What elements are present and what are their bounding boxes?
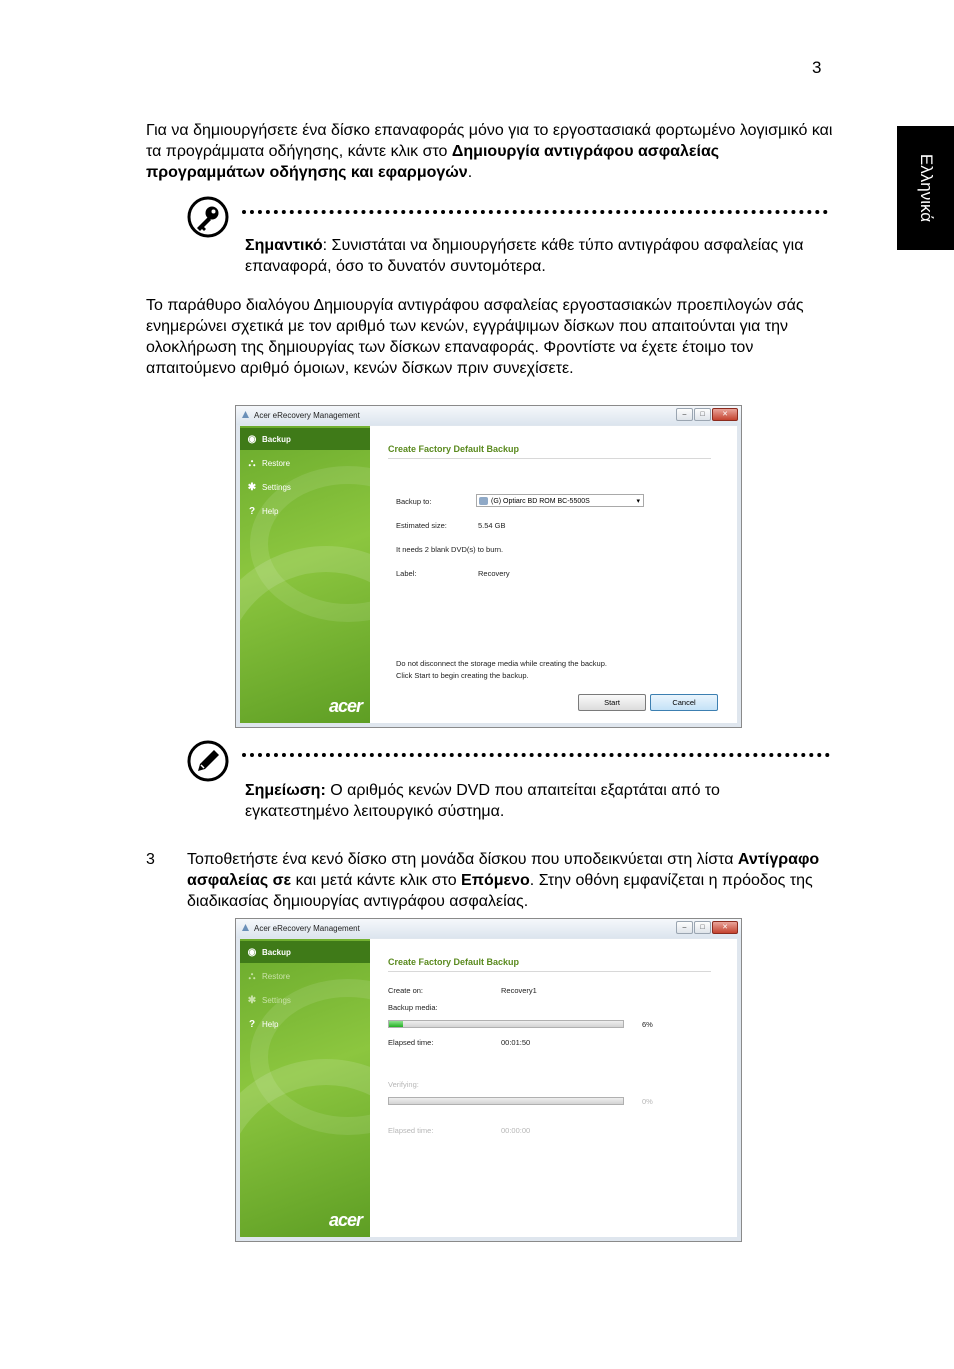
sidebar [240, 426, 370, 723]
window-titlebar [236, 919, 741, 938]
label-value: Recovery [478, 569, 510, 578]
content-panel [370, 939, 737, 1237]
nav-restore[interactable]: ⛬ Restore [240, 452, 370, 474]
verify-progress-bar [388, 1097, 624, 1105]
nav-help[interactable]: ? Help [240, 1013, 370, 1035]
erecovery-window-backup [235, 405, 742, 728]
step-3-text: Τοποθετήστε ένα κενό δίσκο στη μονάδα δίσκου που υποδεικνύεται στη λίστα Αντίγραφο ασφαλείας σε και μετά κάντε κλικ στο Επόμενο. Στην οθόνη εμφανίζεται η πρόοδος της διαδικασίας δημιουργίας αντιγράφου ασφαλείας. [187, 851, 820, 910]
create-on-value: Recovery1 [501, 986, 537, 995]
intro-text: Για να δημιουργήσετε ένα δίσκο επαναφοράς μόνο για το εργοστασιακά φορτωμένο λογισμικό και τα προγράμματα οδήγησης, κάντε κλικ στο [146, 122, 833, 160]
content-heading: Create Factory Default Backup [388, 444, 520, 454]
blank-dvd-message: It needs 2 blank DVD(s) to burn. [396, 545, 504, 554]
backup-to-value: (G) Optiarc BD ROM BC-5500S [491, 498, 590, 505]
dvd-note [245, 780, 825, 822]
gear-icon: ✱ [247, 481, 257, 493]
close-button[interactable]: ✕ [712, 408, 738, 421]
step-bold-next: Επόμενο [461, 872, 530, 889]
key-circle-icon [187, 196, 229, 238]
nav-settings: ✱ Settings [247, 994, 291, 1006]
note-text: Ο αριθμός κενών DVD που απαιτείται εξαρτάται από το εγκατεστημένο λειτουργικό σύστημα. [245, 782, 720, 820]
backup-media-label: Backup media: [388, 1003, 438, 1012]
minimize-button[interactable]: – [676, 921, 693, 934]
important-label: Σημαντικό [245, 237, 323, 254]
cancel-button[interactable]: Cancel [650, 694, 718, 711]
window-title: Acer eRecovery Management [254, 924, 360, 933]
backup-icon: ◉ [247, 433, 257, 445]
pen-circle-icon [187, 740, 229, 782]
important-text: : Συνιστάται να δημιουργήσετε κάθε τύπο αντιγράφου ασφαλείας για επαναφορά, όσο το δυνατόν συντομότερα. [245, 237, 804, 275]
start-button[interactable]: Start [578, 694, 646, 711]
intro-paragraph [146, 120, 836, 183]
start-instruction: Click Start to begin creating the backup. [396, 671, 529, 680]
window-titlebar [236, 406, 741, 425]
maximize-button[interactable]: □ [694, 921, 711, 934]
estimated-size-label: Estimated size: [396, 521, 447, 530]
note-divider-2 [242, 753, 830, 757]
app-icon [241, 410, 250, 419]
backup-icon: ◉ [247, 946, 257, 958]
content-panel [370, 426, 737, 723]
drive-icon [479, 497, 488, 505]
app-icon [241, 923, 250, 932]
acer-logo: acer [328, 696, 362, 716]
verify-elapsed-value: 00:00:00 [501, 1126, 531, 1135]
help-icon: ? [248, 1018, 256, 1030]
content-heading: Create Factory Default Backup [388, 957, 520, 967]
language-tab [897, 126, 954, 250]
intro-bold: Δημιουργία αντιγράφου ασφαλείας προγραμμάτων οδήγησης και εφαρμογών [146, 143, 720, 181]
restore-icon: ⛬ [248, 457, 256, 469]
backup-to-select[interactable] [476, 494, 644, 507]
page-number: 3 [812, 58, 822, 77]
restore-icon: ⛬ [248, 970, 256, 982]
nav-restore: ⛬ Restore [240, 965, 370, 987]
nav-help[interactable]: ? Help [240, 500, 370, 522]
backup-progress-percent: 6% [642, 1020, 653, 1029]
note-divider [242, 210, 828, 214]
elapsed-time-label: Elapsed time: [388, 1038, 434, 1047]
important-note [245, 235, 815, 277]
estimated-size-value: 5.54 GB [478, 521, 506, 530]
create-on-label: Create on: [388, 986, 424, 995]
sidebar [240, 939, 370, 1237]
gear-icon: ✱ [247, 994, 257, 1006]
chevron-down-icon: ▾ [636, 498, 640, 505]
backup-progress-bar [388, 1020, 624, 1028]
backup-progress-fill [389, 1021, 403, 1027]
backup-to-label: Backup to: [396, 497, 432, 506]
verify-elapsed-label: Elapsed time: [388, 1126, 434, 1135]
step-bold-backup-to: Αντίγραφο ασφαλείας σε [187, 851, 820, 889]
erecovery-window-progress [235, 918, 742, 1242]
language-tab-label: Ελληνικά [916, 153, 936, 223]
nav-backup[interactable]: ◉ Backup [240, 428, 370, 450]
elapsed-time-value: 00:01:50 [501, 1038, 531, 1047]
close-button[interactable]: ✕ [712, 921, 738, 934]
verifying-label: Verifying: [388, 1080, 419, 1089]
window-title: Acer eRecovery Management [254, 411, 360, 420]
disconnect-warning: Do not disconnect the storage media while creating the backup. [396, 659, 607, 668]
minimize-button[interactable]: – [676, 408, 693, 421]
dialog-paragraph: Το παράθυρο διαλόγου Δημιουργία αντιγράφου ασφαλείας εργοστασιακών προεπιλογών σάς ενημερώνει σχετικά με τον αριθμό των κενών, εγγράψιμων δίσκων που απαιτούνται για την ολοκλήρωση της δημιουργίας των δίσκων επαναφοράς. Φροντίστε να έχετε έτοιμο τον απαιτούμενο αριθμό όμοιων, κενών δίσκων πριν συνεχίσετε. [146, 297, 804, 377]
note-label: Σημείωση: [245, 782, 326, 799]
label-label: Label: [396, 569, 417, 578]
help-icon: ? [248, 505, 256, 517]
step-number: 3 [146, 851, 155, 868]
acer-logo: acer [328, 1210, 362, 1230]
verify-progress-percent: 0% [642, 1097, 653, 1106]
nav-settings[interactable]: ✱ Settings [247, 481, 291, 493]
maximize-button[interactable]: □ [694, 408, 711, 421]
nav-backup[interactable]: ◉ Backup [240, 941, 370, 963]
intro-end: . [467, 164, 473, 181]
